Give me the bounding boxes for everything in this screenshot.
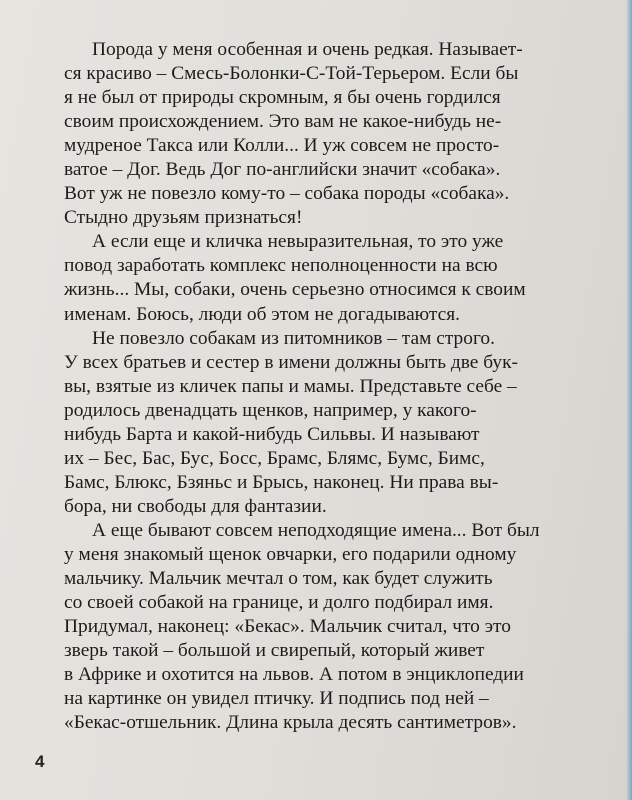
text-line: в Африке и охотится на львов. А потом в энциклопедии [64,664,524,686]
text-line: ватое – Дог. Ведь Дог по-английски значит «собака». [64,159,501,181]
page-number: 4 [35,752,45,771]
text-line: зверь такой – большой и свирепый, который живет [64,640,485,662]
text-line: Не повезло собакам из питомников – там строго. [92,327,495,349]
text-line: мальчику. Мальчик мечтал о том, как будет служить [64,568,493,590]
text-line: А еще бывают совсем неподходящие имена... Вот был [92,519,540,541]
text-line: родилось двенадцать щенков, например, у какого- [64,399,477,421]
text-line: Бамс, Блюкс, Бзяньс и Брысь, наконец. Ни права вы- [64,471,499,493]
paragraph-3 [64,327,605,519]
text-line: У всех братьев и сестер в имени должны быть две бук- [64,351,518,373]
text-line: Вот уж не повезло кому-то – собака породы «собака». [64,183,510,205]
text-line: Стыдно друзьям признаться! [64,207,303,229]
text-line: у меня знакомый щенок овчарки, его подарили одному [64,543,517,565]
text-line: своим происхождением. Это вам не какое-нибудь не- [64,111,502,133]
text-line: со своей собакой на границе, и долго подбирал имя. [64,592,494,614]
text-line: жизнь... Мы, собаки, очень серьезно относимся к своим [64,279,526,301]
text-line: я не был от природы скромным, я бы очень гордился [64,87,501,109]
text-line: Порода у меня особенная и очень редкая. Называет- [92,39,523,60]
paragraph-1 [64,38,605,230]
text-line: именам. Боюсь, люди об этом не догадываются. [64,303,460,325]
text-line: А если еще и кличка невыразительная, то это уже [92,231,504,253]
text-line: мудреное Такса или Колли... И уж совсем не просто- [64,135,500,157]
text-line: «Бекас-отшельник. Длина крыла десять сантиметров». [64,712,517,734]
paragraph-2 [64,230,605,326]
page-edge [626,0,632,800]
text-line: Придумал, наконец: «Бекас». Мальчик считал, что это [64,616,511,638]
text-line: нибудь Барта и какой-нибудь Сильвы. И называют [64,423,480,445]
text-line: бора, ни свободы для фантазии. [64,495,327,517]
text-line: повод заработать комплекс неполноценности на всю [64,255,498,277]
text-line: на картинке он увидел птичку. И подпись под ней – [64,688,489,710]
page-text [64,38,605,735]
text-line: вы, взятые из кличек папы и мамы. Представьте себе – [64,375,517,397]
text-line: их – Бес, Бас, Бус, Босс, Брамс, Блямс, Бумс, Бимс, [64,447,485,469]
text-line: ся красиво – Смесь-Болонки-С-Той-Терьером. Если бы [64,63,519,85]
paragraph-4 [64,519,605,735]
